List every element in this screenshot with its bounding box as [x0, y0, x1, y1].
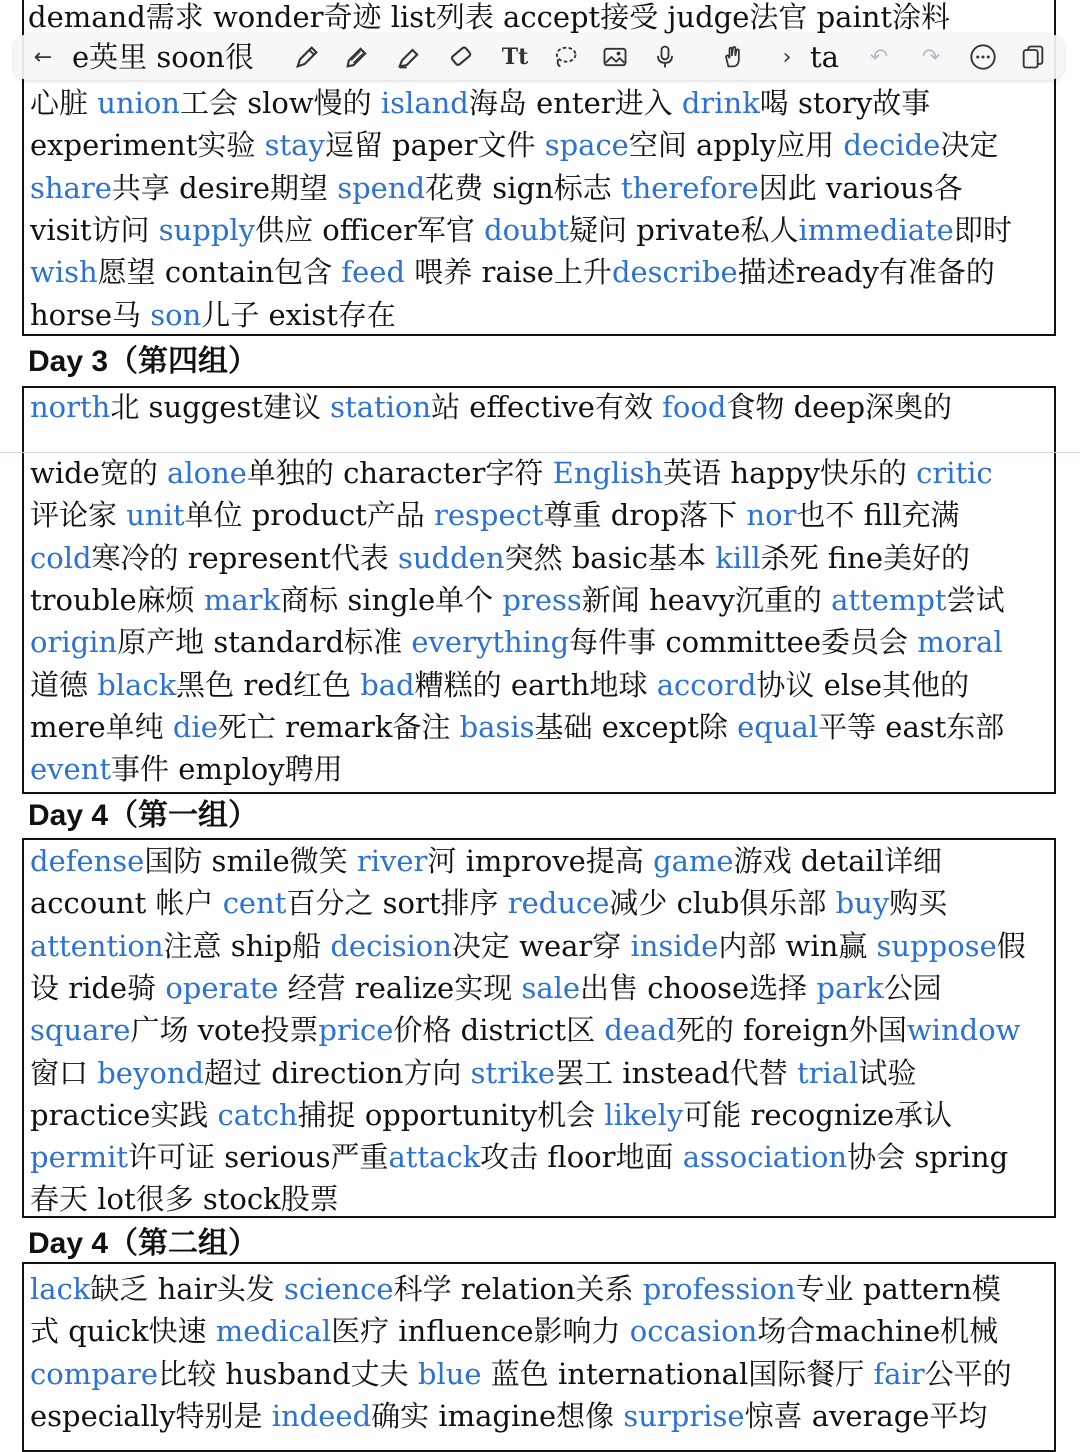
highlighted-word: unit	[126, 498, 185, 533]
highlighted-word: event	[30, 752, 112, 787]
vocab-text: trouble麻烦	[30, 582, 204, 617]
highlighted-word: doubt	[484, 212, 570, 247]
highlighted-word: decide	[843, 128, 941, 163]
highlighted-word: river	[356, 844, 428, 878]
highlighted-word: attack	[388, 1140, 481, 1175]
vocab-line	[30, 1052, 1050, 1094]
highlighted-word: stay	[264, 128, 325, 163]
highlighted-word: space	[544, 128, 629, 163]
vocab-text: 试验	[858, 1055, 917, 1090]
vocab-text: 愿望 contain包含	[97, 255, 342, 290]
vocab-text: 河 improve提高	[427, 844, 654, 878]
vocab-line	[30, 1136, 1050, 1178]
highlighted-word: mark	[203, 582, 281, 617]
highlighter-icon[interactable]	[394, 42, 424, 72]
highlighted-word: feed	[341, 255, 406, 290]
highlighted-word: supply	[158, 212, 256, 247]
vocab-text: 糟糕的 earth地球	[414, 667, 657, 702]
highlighted-word: inside	[630, 928, 719, 963]
vocab-text: 蓝色 international国际餐厅	[481, 1356, 874, 1391]
vocab-text: 平等 east东部	[818, 709, 1005, 744]
highlighted-word: critic	[916, 456, 993, 490]
vocab-text: 百分之 sort排序	[286, 886, 508, 921]
highlighted-word: beyond	[97, 1055, 205, 1090]
vocab-box-4	[22, 1262, 1056, 1452]
highlighted-word: therefore	[620, 170, 759, 205]
highlighted-word: spend	[337, 170, 426, 205]
highlighted-word: buy	[835, 886, 890, 921]
vocab-text: 捕捉 opportunity机会	[297, 1097, 605, 1132]
vocab-line	[30, 579, 1050, 621]
highlighted-word: profession	[642, 1272, 796, 1306]
vocab-text: 食物 deep深奥的	[726, 390, 953, 424]
vocab-text: 喝 story故事	[759, 86, 931, 120]
vocab-text: especially特别是	[30, 1398, 272, 1433]
highlighted-word: kill	[715, 540, 761, 575]
vocab-line	[30, 124, 1050, 166]
vocab-text: 死亡 remark备注	[217, 709, 460, 744]
highlighted-word: decision	[330, 928, 452, 963]
highlighted-word: catch	[217, 1097, 298, 1132]
vocab-text: 购买	[889, 886, 948, 921]
highlighted-word: blue	[417, 1356, 482, 1391]
vocab-line	[30, 251, 1050, 293]
vocab-text: practice实践	[30, 1097, 218, 1132]
vocab-line	[30, 840, 1050, 882]
vocab-text: 场合machine机械	[757, 1314, 999, 1349]
vocab-text: 超过 direction方向	[204, 1055, 471, 1090]
vocab-line	[30, 294, 1050, 336]
redo-icon[interactable]: ↷	[921, 44, 941, 70]
highlighted-word: north	[30, 390, 111, 424]
vocab-text: 攻击 floor地面	[480, 1140, 683, 1175]
vocab-text: 假	[996, 928, 1026, 963]
vocab-text: 供应 officer军官	[255, 212, 485, 247]
vocab-text: 协会 spring	[847, 1140, 1009, 1175]
highlighted-word: cent	[222, 886, 287, 921]
vocab-text: 协议 else其他的	[756, 667, 970, 702]
vocab-text: 新闻 heavy沉重的	[581, 582, 832, 617]
vocab-text: 突然 basic基本	[504, 540, 716, 575]
highlighted-word: alone	[167, 456, 247, 490]
highlighted-word: square	[30, 1013, 131, 1048]
vocab-text: 内部 win赢	[718, 928, 877, 963]
highlighted-word: price	[318, 1013, 394, 1048]
highlighted-word: describe	[611, 255, 738, 290]
vocab-text: 公园	[883, 970, 942, 1005]
highlighted-word: sale	[521, 970, 581, 1005]
highlighted-word: press	[502, 582, 582, 617]
highlighted-word: drink	[681, 86, 760, 120]
day-heading-4b: Day 4（第二组）	[28, 1227, 259, 1260]
vocab-text: 尝试	[946, 582, 1005, 617]
vocab-text: 每件事 committee委员会	[569, 625, 918, 660]
vocab-line	[30, 167, 1050, 209]
vocab-box-2	[22, 386, 1056, 794]
vocab-text: mere单纯	[30, 709, 173, 744]
highlighted-word: defense	[30, 844, 145, 878]
vocab-text: 价格 district区	[393, 1013, 605, 1048]
highlighted-word: English	[552, 456, 664, 490]
highlighted-word: equal	[737, 709, 819, 744]
highlighted-word: suppose	[876, 928, 997, 963]
vocab-text: 单独的 character字符	[246, 456, 553, 490]
vocab-text: 专业 pattern模	[795, 1272, 1001, 1306]
vocab-text: 游戏 detail详细	[733, 844, 943, 878]
vocab-text: 科学 relation关系	[393, 1272, 643, 1306]
back-icon[interactable]: ←	[33, 44, 53, 70]
vocab-line	[30, 1310, 1050, 1352]
highlighted-word: black	[97, 667, 177, 702]
vocab-text: 花费 sign标志	[425, 170, 621, 205]
highlighted-word: attention	[30, 928, 164, 963]
pencil-icon[interactable]	[342, 42, 372, 72]
highlighted-word: everything	[411, 625, 570, 660]
vocab-line	[30, 452, 1050, 494]
vocab-line	[30, 664, 1050, 706]
vocab-box-3	[22, 838, 1056, 1218]
highlighted-word: compare	[30, 1356, 159, 1391]
highlighted-word: indeed	[271, 1398, 372, 1433]
vocab-text: 死的 foreign外国	[675, 1013, 907, 1048]
vocab-line	[30, 1268, 1050, 1310]
vocab-text: 广场 vote投票	[130, 1013, 319, 1048]
highlighted-word: food	[662, 390, 727, 424]
vocab-text: 减少 club俱乐部	[609, 886, 836, 921]
vocab-text: 商标 single单个	[280, 582, 503, 617]
toolbar-peek-right: ta	[810, 40, 839, 74]
highlighted-word: park	[816, 970, 884, 1005]
vocab-line	[30, 706, 1050, 748]
highlighted-word: nor	[746, 498, 797, 533]
note-toolbar	[14, 34, 1064, 80]
highlighted-word: operate	[165, 970, 279, 1005]
vocab-text: 尊重 drop落下	[543, 498, 747, 533]
vocab-text: 公平的	[924, 1356, 1012, 1391]
vocab-text: 即时	[953, 212, 1012, 247]
highlighted-word: son	[150, 297, 202, 332]
highlighted-word: immediate	[798, 212, 954, 247]
vocab-line	[30, 925, 1050, 967]
vocab-text: 惊喜 average平均	[744, 1398, 988, 1433]
vocab-text: 工会 slow慢的	[180, 86, 381, 120]
page-break-line	[0, 452, 1080, 453]
vocab-line	[30, 621, 1050, 663]
vocab-line	[30, 386, 1050, 428]
vocab-text: visit访问	[30, 212, 159, 247]
vocab-text: 决定	[940, 128, 999, 163]
vocab-text: 春天 lot很多 stock股票	[30, 1182, 339, 1217]
vocab-text: 经营 realize实现	[278, 970, 522, 1005]
text-tool-icon[interactable]: Tt	[501, 44, 529, 70]
vocab-text: 道德	[30, 667, 98, 702]
day-heading-3: Day 3（第四组）	[28, 345, 259, 378]
highlighted-word: cold	[30, 540, 92, 575]
vocab-text: 北 suggest建议	[110, 390, 331, 424]
highlighted-word: attempt	[831, 582, 947, 617]
toolbar-peek-left: e英里 soon很	[72, 40, 254, 74]
vocab-line	[30, 1395, 1050, 1437]
pen-icon[interactable]	[292, 42, 322, 72]
vocab-line	[30, 537, 1050, 579]
vocab-text: 确实 imagine想像	[371, 1398, 624, 1433]
highlighted-word: likely	[604, 1097, 684, 1132]
highlighted-word: fair	[873, 1356, 925, 1391]
highlighted-word: reduce	[507, 886, 610, 921]
vocab-text: experiment实验	[30, 128, 265, 163]
vocab-text: 出售 choose选择	[580, 970, 817, 1005]
vocab-text: 评论家	[30, 498, 127, 533]
vocab-line	[30, 748, 1050, 790]
highlighted-word: sudden	[397, 540, 505, 575]
vocab-line	[30, 82, 1050, 124]
highlighted-word: die	[172, 709, 218, 744]
vocab-text: 描述ready有准备的	[737, 255, 995, 290]
vocab-text: 喂养 raise上升	[405, 255, 612, 290]
highlighted-word: game	[653, 844, 734, 878]
chevron-right-icon[interactable]: ›	[782, 44, 792, 70]
vocab-line	[30, 494, 1050, 536]
highlighted-word: accord	[656, 667, 757, 702]
vocab-text: 心脏	[30, 86, 98, 120]
highlighted-word: association	[682, 1140, 848, 1175]
undo-icon[interactable]: ↶	[869, 44, 889, 70]
vocab-line	[30, 1178, 1050, 1218]
vocab-text: 医疗 influence影响力	[331, 1314, 630, 1349]
vocab-text: 也不 fill充满	[796, 498, 960, 533]
highlighted-word: share	[30, 170, 112, 205]
vocab-text: 杀死 fine美好的	[760, 540, 971, 575]
pages-icon[interactable]	[1018, 42, 1048, 72]
highlighted-word: trial	[797, 1055, 859, 1090]
vocab-text: 单位 product产品	[184, 498, 434, 533]
highlighted-word: permit	[30, 1140, 129, 1175]
vocab-text: 空间 apply应用	[628, 128, 844, 163]
vocab-text: 国防 smile微笑	[144, 844, 357, 878]
vocab-text: horse马	[30, 297, 151, 332]
vocab-text: 海岛 enter进入	[468, 86, 682, 120]
highlighted-word: surprise	[623, 1398, 745, 1433]
vocab-text: 缺乏 hair头发	[90, 1272, 284, 1306]
vocab-text: 儿子 exist存在	[201, 297, 396, 332]
top-peek-line: demand需求 wonder奇迹 list列表 accept接受 judge法官 paint涂料	[28, 0, 951, 34]
highlighted-word: bad	[360, 667, 415, 702]
vocab-line	[30, 1353, 1050, 1395]
vocab-text: 原产地 standard标准	[117, 625, 412, 660]
highlighted-word: occasion	[629, 1314, 758, 1349]
highlighted-word: wish	[30, 255, 98, 290]
vocab-line	[30, 882, 1050, 924]
vocab-text: 设 ride骑	[30, 970, 166, 1005]
vocab-text: 寒冷的 represent代表	[91, 540, 398, 575]
vocab-text: 共享 desire期望	[111, 170, 338, 205]
vocab-text: 逗留 paper文件	[324, 128, 545, 163]
highlighted-word: union	[97, 86, 180, 120]
highlighted-word: origin	[30, 625, 118, 660]
highlighted-word: window	[906, 1013, 1021, 1048]
vocab-text: 因此 various各	[758, 170, 963, 205]
vocab-text: 注意 ship船	[163, 928, 331, 963]
highlighted-word: strike	[470, 1055, 556, 1090]
vocab-text: 基础 except除	[534, 709, 738, 744]
vocab-text: 事件 employ聘用	[111, 752, 343, 787]
highlighted-word: station	[330, 390, 432, 424]
highlighted-word: respect	[433, 498, 544, 533]
lasso-icon[interactable]	[550, 42, 580, 72]
more-options-icon[interactable]	[968, 42, 998, 72]
highlighted-word: basis	[459, 709, 535, 744]
vocab-line	[30, 967, 1050, 1009]
highlighted-word: medical	[215, 1314, 332, 1349]
vocab-text: 式 quick快速	[30, 1314, 216, 1349]
vocab-text: 罢工 instead代替	[555, 1055, 798, 1090]
vocab-text: 可能 recognize承认	[683, 1097, 953, 1132]
highlighted-word: lack	[30, 1272, 91, 1306]
image-icon[interactable]	[600, 42, 630, 72]
highlighted-word: science	[283, 1272, 394, 1306]
vocab-line	[30, 1009, 1050, 1051]
eraser-icon[interactable]	[446, 42, 476, 72]
vocab-text: 疑问 private私人	[569, 212, 799, 247]
vocab-text: 黑色 red红色	[176, 667, 361, 702]
highlighted-word: dead	[604, 1013, 676, 1048]
vocab-text: 英语 happy快乐的	[663, 456, 917, 490]
vocab-text: wide宽的	[30, 456, 168, 490]
hand-gesture-icon[interactable]	[718, 42, 748, 72]
day-heading-4a: Day 4（第一组）	[28, 799, 259, 832]
vocab-line	[30, 209, 1050, 251]
vocab-text: 许可证 serious严重	[128, 1140, 389, 1175]
vocab-text: 决定 wear穿	[451, 928, 631, 963]
vocab-text: 比较 husband丈夫	[158, 1356, 418, 1391]
vocab-text: 窗口	[30, 1055, 98, 1090]
highlighted-word: moral	[917, 625, 1003, 660]
highlighted-word: island	[380, 86, 469, 120]
microphone-icon[interactable]	[650, 42, 680, 72]
vocab-text: 站 effective有效	[431, 390, 663, 424]
vocab-line	[30, 1094, 1050, 1136]
vocab-text: account 帐户	[30, 886, 223, 921]
